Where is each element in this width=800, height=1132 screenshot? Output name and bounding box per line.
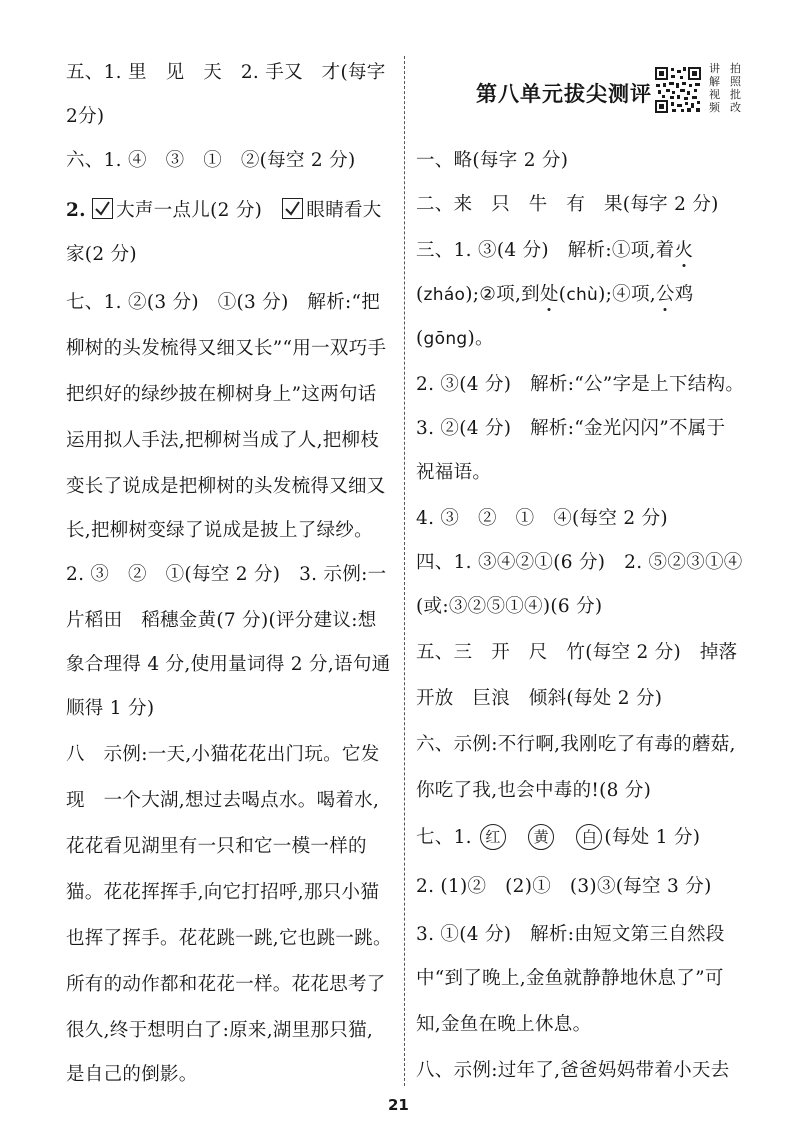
- answer-line: 六、示例:不行啊,我刚吃了有毒的蘑菇,: [416, 734, 736, 755]
- qr-label-char: 讲: [709, 62, 720, 75]
- circled-char: 白: [576, 824, 602, 850]
- answer-text: )。: [467, 328, 494, 349]
- answer-text: 大声一点儿(2 分): [116, 200, 263, 221]
- answer-text: (: [558, 284, 567, 305]
- answer-text: (: [416, 328, 424, 349]
- answer-line: 是自己的倒影。: [66, 1064, 198, 1085]
- answer-line: 很久,终于想明白了:原来,湖里那只猫,: [66, 1020, 374, 1041]
- answer-line: 家(2 分): [66, 244, 137, 265]
- answer-line: 八、示例:过年了,爸爸妈妈带着小天去: [416, 1060, 730, 1081]
- emphasized-char: 火: [674, 240, 694, 261]
- emphasized-char: 公: [655, 284, 675, 305]
- qr-label-char: 改: [730, 101, 741, 114]
- answer-text: 三、1. ③(4 分) 解析:①项,着: [416, 240, 675, 261]
- item-number: 2.: [66, 200, 86, 221]
- qr-label-char: 照: [730, 75, 741, 88]
- answer-text: 鸡: [674, 284, 694, 305]
- qr-label-char: 解: [709, 75, 720, 88]
- answer-line: [416, 824, 700, 850]
- qr-code-icon[interactable]: [654, 66, 702, 114]
- answer-line: [416, 284, 694, 306]
- emphasized-char: 处: [539, 284, 559, 305]
- answer-line: 把织好的绿纱披在柳树身上”这两句话: [66, 384, 377, 405]
- answer-line: 2. ③ ② ①(每空 2 分) 3. 示例:一: [66, 564, 387, 585]
- circled-char: 红: [480, 824, 506, 850]
- answer-line: 3. ①(4 分) 解析:由短文第三自然段: [416, 924, 725, 945]
- answer-text: 七、1.: [416, 827, 472, 848]
- answer-line: 二、来 只 牛 有 果(每字 2 分): [416, 194, 719, 215]
- answer-line: 五、1. 里 见 天 2. 手又 才(每字: [66, 62, 386, 83]
- answer-line: 2. ③(4 分) 解析:“公”字是上下结构。: [416, 374, 745, 395]
- qr-label-char: 视: [709, 88, 720, 101]
- answer-line: 变长了说成是把柳树的头发梳得又细又: [66, 476, 386, 497]
- answer-line: 开放 巨浪 倾斜(每处 2 分): [416, 688, 663, 709]
- answer-line: 祝福语。: [416, 462, 492, 483]
- pinyin: zháo: [423, 285, 466, 305]
- answer-line: (或:③②⑤①④)(6 分): [416, 596, 603, 617]
- answer-line: 四、1. ③④②①(6 分) 2. ⑤②③①④: [416, 552, 743, 573]
- answer-line: 六、1. ④ ③ ① ②(每空 2 分): [66, 150, 356, 171]
- answer-line: [416, 328, 494, 350]
- answer-line: 运用拟人手法,把柳树当成了人,把柳枝: [66, 430, 380, 451]
- answer-line: 片稻田 稻穗金黄(7 分)(评分建议:想: [66, 610, 377, 631]
- answer-line: 顺得 1 分): [66, 698, 155, 719]
- answer-line: 象合理得 4 分,使用量词得 2 分,语句通: [66, 654, 391, 675]
- answer-line: 八 示例:一天,小猫花花出门玩。它发: [66, 744, 380, 765]
- answer-line: 七、1. ②(3 分) ①(3 分) 解析:“把: [66, 292, 381, 313]
- answer-line: 现 一个大湖,想过去喝点水。喝着水,: [66, 790, 380, 811]
- answer-line: 猫。花花挥挥手,向它打招呼,那只小猫: [66, 882, 380, 903]
- answer-line: 所有的动作都和花花一样。花花思考了: [66, 974, 386, 995]
- answer-line: 2分): [66, 106, 105, 127]
- circled-char: 黄: [528, 824, 554, 850]
- answer-text: (: [416, 284, 424, 305]
- qr-label-char: 拍: [730, 62, 741, 75]
- answer-line: 一、略(每字 2 分): [416, 150, 569, 171]
- page-title: 第八单元拔尖测评: [476, 82, 652, 106]
- answer-text: (每处 1 分): [604, 827, 701, 848]
- answer-line: 3. ②(4 分) 解析:“金光闪闪”不属于: [416, 418, 726, 439]
- answer-line: 花花看见湖里有一只和它一模一样的: [66, 836, 367, 857]
- answer-line: 也挥了挥手。花花跳一跳,它也跳一跳。: [66, 928, 392, 949]
- answer-text: );②项,到: [465, 284, 540, 305]
- page-number: 21: [388, 1096, 409, 1114]
- answer-line: 知,金鱼在晚上休息。: [416, 1014, 592, 1035]
- answer-text: 眼睛看大: [306, 200, 382, 221]
- answer-line: 长,把柳树变绿了说成是披上了绿纱。: [66, 520, 373, 541]
- answer-line: 4. ③ ② ① ④(每空 2 分): [416, 508, 668, 529]
- pinyin: gōng: [423, 329, 468, 349]
- answer-line: 2. (1)② (2)① (3)③(每空 3 分): [416, 876, 712, 897]
- answer-line: 五、三 开 尺 竹(每空 2 分) 掉落: [416, 642, 738, 663]
- answer-line: 中“到了晚上,金鱼就静静地休息了”可: [416, 968, 724, 989]
- qr-label-char: 频: [709, 101, 720, 114]
- pinyin: chù: [566, 285, 599, 305]
- answer-line: 柳树的头发梳得又细又长”“用一双巧手: [66, 338, 387, 359]
- column-divider: [404, 56, 405, 1086]
- answer-line: [66, 198, 382, 222]
- answer-text: );④项,: [598, 284, 656, 305]
- checkmark-box-icon: [282, 198, 303, 219]
- answer-line: 你吃了我,也会中毒的!(8 分): [416, 780, 652, 801]
- answer-line: [416, 240, 693, 262]
- checkmark-box-icon: [92, 198, 113, 219]
- qr-label: [704, 62, 748, 114]
- qr-label-char: 批: [730, 88, 741, 101]
